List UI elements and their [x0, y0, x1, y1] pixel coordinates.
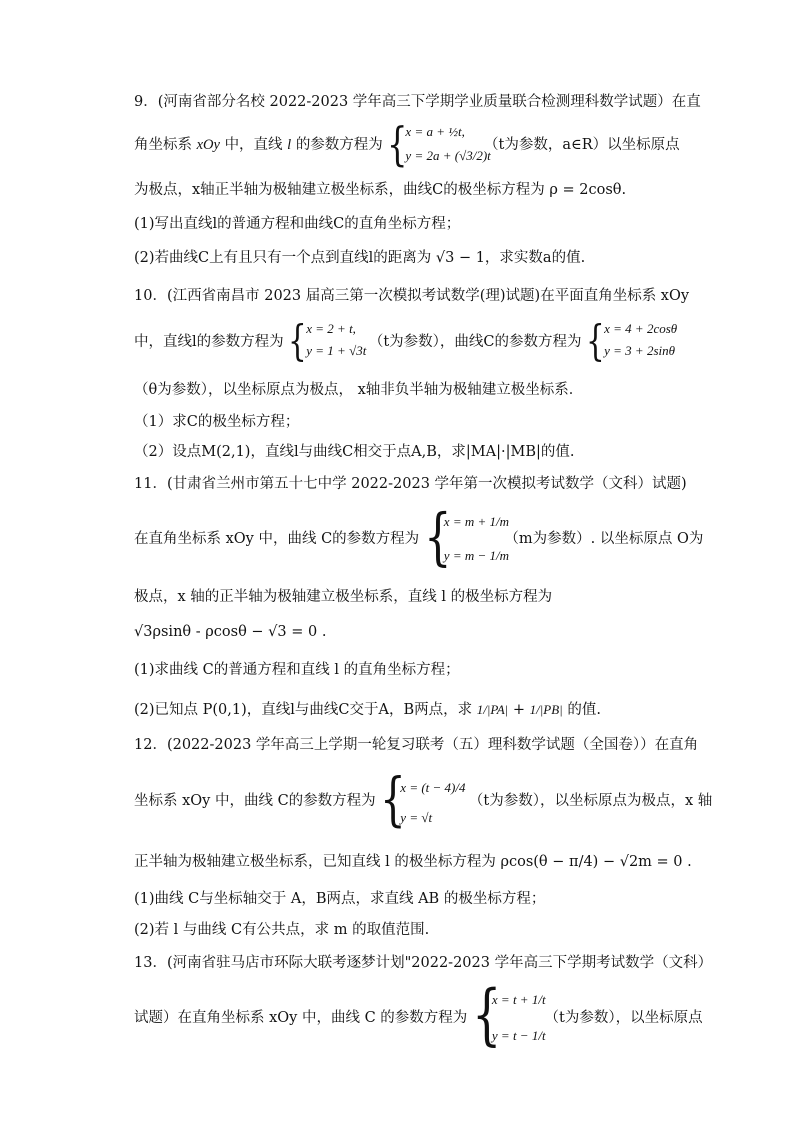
p13-sys-row2: y = t − 1/t: [491, 1027, 546, 1043]
p10-param-system-1: [288, 316, 367, 365]
p13-line1: 13．(河南省驻马店市环际大联考逐梦计划"2022-2023 学年高三下学期考试数学（文科）: [134, 955, 713, 971]
p10-line2-mid: （t为参数），曲线C的参数方程为: [368, 334, 582, 350]
p12-line1: 12．(2022-2023 学年高三上学期一轮复习联考（五）理科数学试题（全国卷））在直角: [134, 737, 699, 753]
p11-q2: [134, 688, 601, 732]
p11-param-system: [423, 500, 509, 573]
p13-param-system: [471, 976, 546, 1054]
p12-param-system: [380, 765, 466, 833]
p12-line3: 正半轴为极轴建立极坐标系，已知直线 l 的极坐标方程为 ρcos(θ − π/4) − √2m = 0 .: [134, 854, 692, 870]
p12-line2-post: （t为参数），以坐标原点为极点，x 轴: [468, 793, 713, 809]
p11-line1: 11．(甘肃省兰州市第五十七中学 2022-2023 学年第一次模拟考试数学（文科）试题): [134, 476, 687, 492]
p9-line2-post: （t为参数，a∈R）以坐标原点: [484, 137, 680, 153]
p12-q2: (2)若 l 与曲线 C有公共点，求 m 的取值范围.: [134, 922, 430, 938]
p11-q2-plus: +: [512, 702, 525, 718]
p11-brace: {: [423, 500, 452, 573]
p12-sys-row1: x = (t − 4)/4: [400, 780, 466, 795]
p9-l: l: [287, 137, 292, 153]
p9-line2-pre: 角坐标系: [134, 137, 192, 153]
p13-brace: {: [471, 976, 502, 1053]
p9-brace: {: [387, 117, 408, 171]
p10-q2: （2）设点M(2,1)，直线l与曲线C相交于点A,B，求|MA|·|MB|的值.: [134, 444, 575, 460]
p11-line3: 极点，x 轴的正半轴为极轴建立极坐标系，直线 l 的极坐标方程为: [134, 589, 553, 605]
p11-line2-pre: 在直角坐标系 xOy 中，曲线 C的参数方程为: [134, 531, 420, 547]
p10-param-system-2: [586, 316, 682, 365]
p13-line2-pre: 试题）在直角坐标系 xOy 中，曲线 C 的参数方程为: [134, 1010, 468, 1026]
p12-q1: (1)曲线 C与坐标轴交于 A，B两点，求直线 AB 的极坐标方程；: [134, 891, 546, 907]
p13-line2: [134, 976, 703, 1054]
p13-line2-post: （t为参数），以坐标原点: [544, 1010, 703, 1026]
p10-line2-pre: 中，直线l的参数方程为: [134, 334, 284, 350]
p11-line4: √3ρsinθ - ρcosθ − √3 = 0 .: [134, 624, 327, 640]
p9-sys-row1: x = a + ½t,: [405, 124, 465, 139]
p9-param-system: [387, 117, 491, 171]
p10-sys2-row1: x = 4 + 2cosθ: [604, 321, 678, 336]
p9-line3: 为极点，x轴正半轴为极轴建立极坐标系，曲线C的极坐标方程为 ρ = 2cosθ.: [134, 182, 627, 198]
p11-line2: [134, 500, 704, 573]
p11-sys-row1: x = m + 1/m: [443, 514, 509, 529]
p9-line2-mid: 中，直线: [224, 137, 283, 153]
p10-sys2-row2: y = 3 + 2sinθ: [604, 342, 676, 358]
p10-line3: （θ为参数），以坐标原点为极点， x轴非负半轴为极轴建立极坐标系．: [134, 382, 584, 398]
p12-brace: {: [380, 765, 407, 833]
p10-line2: [134, 316, 682, 365]
p13-sys-row1: x = t + 1/t: [491, 992, 546, 1007]
p11-q2-frac2: 1/|PB|: [529, 702, 563, 717]
p11-q2-post: 的值.: [567, 702, 601, 718]
p10-line1: 10．(江西省南昌市 2023 届高三第一次模拟考试数学(理)试题)在平面直角坐标系 xOy: [134, 288, 690, 304]
p10-sys1-row1: x = 2 + t,: [306, 321, 356, 336]
p12-sys-row2: y = √t: [400, 809, 433, 825]
p9-line2: [134, 117, 680, 171]
p9-sys-row2: y = 2a + (√3/2)t: [405, 147, 491, 163]
p12-line2-pre: 坐标系 xOy 中，曲线 C的参数方程为: [134, 793, 376, 809]
p9-line2-mid2: 的参数方程为: [295, 137, 383, 153]
p10-brace-1: {: [288, 316, 307, 365]
p10-q1: （1）求C的极坐标方程；: [134, 414, 300, 430]
p11-q2-frac1: 1/|PA|: [476, 702, 509, 717]
p9-q2: (2)若曲线C上有且只有一个点到直线l的距离为 √3 − 1，求实数a的值.: [134, 250, 586, 266]
p9-xoy: xOy: [196, 137, 220, 153]
p12-line2: [134, 765, 713, 833]
p10-sys1-row2: y = 1 + √3t: [306, 342, 367, 358]
p10-brace-2: {: [586, 316, 605, 365]
p11-q2-pre: (2)已知点 P(0,1)，直线l与曲线C交于A，B两点，求: [134, 702, 473, 718]
p11-sys-row2: y = m − 1/m: [443, 547, 509, 563]
p11-line2-post: （m为参数）. 以坐标原点 O为: [504, 531, 704, 547]
p9-line1: 9．(河南省部分名校 2022-2023 学年高三下学期学业质量联合检测理科数学试题）在直: [134, 94, 701, 110]
p11-q1: (1)求曲线 C的普通方程和直线 l 的直角坐标方程；: [134, 662, 460, 678]
p9-q1: (1)写出直线l的普通方程和曲线C的直角坐标方程；: [134, 216, 461, 232]
